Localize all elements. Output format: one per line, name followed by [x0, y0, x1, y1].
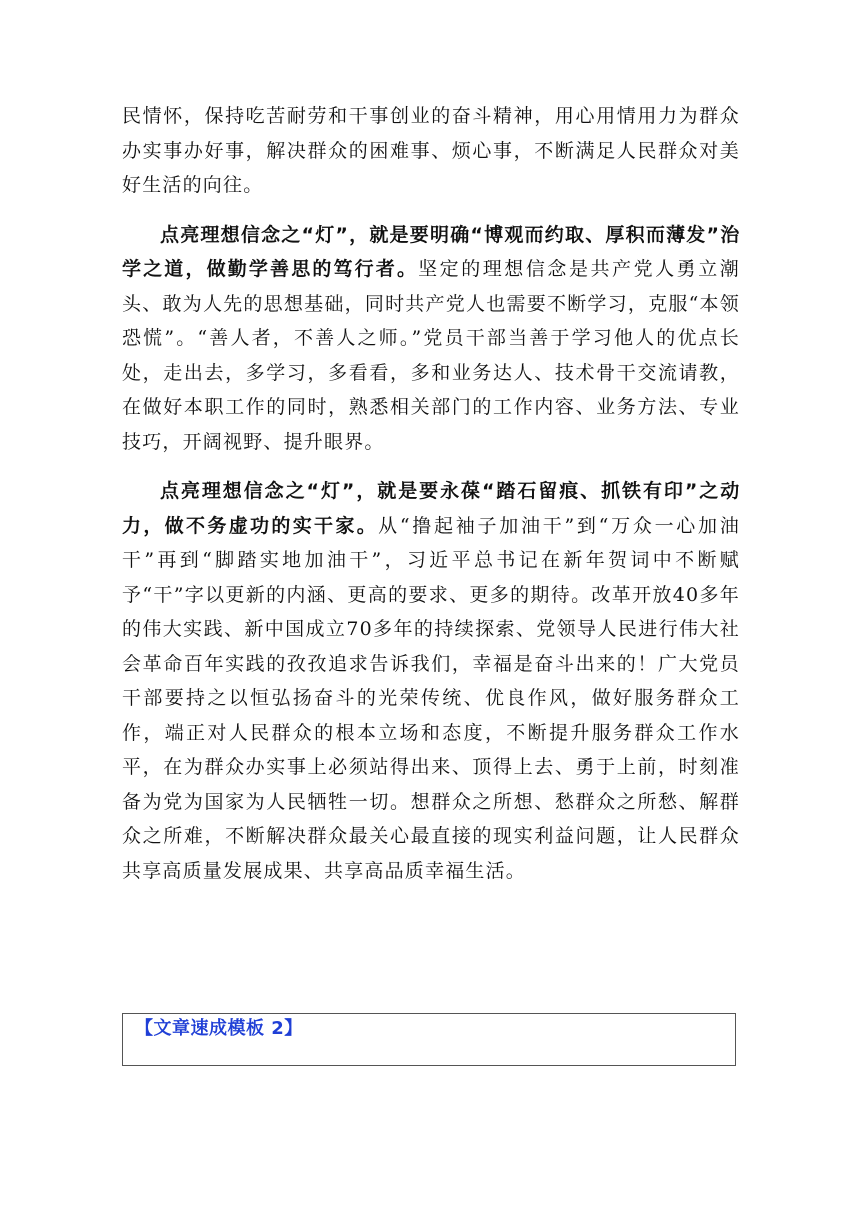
template-box	[122, 1013, 736, 1066]
paragraph-action	[122, 474, 740, 888]
paragraph-body: 民情怀，保持吃苦耐劳和干事创业的奋斗精神，用心用情用力为群众办实事办好事，解决群众的困难事、烦心事，不断满足人民群众对美好生活的向往。	[122, 105, 740, 196]
template-title: 【文章速成模板 2】	[135, 1018, 303, 1039]
paragraph-lead: 点亮理想信念之“灯”，就是要永葆“踏石留痕、抓铁有印”之动力，做不务虚功的实干家。	[122, 480, 740, 537]
paragraph-continuation	[122, 99, 740, 203]
paragraph-body: 坚定的理想信念是共产党人勇立潮头、敢为人先的思想基础，同时共产党人也需要不断学习，克服“本领恐慌”。“善人者，不善人之师。”党员干部当善于学习他人的优点长处，走出去，多学习，多看看，多和业务达人、技术骨干交流请教，在做好本职工作的同时，熟悉相关部门的工作内容、业务方法、专业技巧，开阔视野、提升眼界。	[122, 258, 740, 453]
document-body	[122, 99, 740, 888]
paragraph-body: 从“撸起袖子加油干”到“万众一心加油干”再到“脚踏实地加油干”，习近平总书记在新年贺词中不断赋予“干”字以更新的内涵、更高的要求、更多的期待。改革开放40多年的伟大实践、新中国成立70多年的持续探索、党领导人民进行伟大社会革命百年实践的孜孜追求告诉我们，幸福是奋斗出来的！广大党员干部要持之以恒弘扬奋斗的光荣传统、优良作风，做好服务群众工作，端正对人民群众的根本立场和态度，不断提升服务群众工作水平，在为群众办实事上必须站得出来、顶得上去、勇于上前，时刻准备为党为国家为人民牺牲一切。想群众之所想、愁群众之所愁、解群众之所难，不断解决群众最关心最直接的现实利益问题，让人民群众共享高质量发展成果、共享高品质幸福生活。	[122, 514, 740, 882]
paragraph-study	[122, 218, 740, 460]
paragraph-lead: 点亮理想信念之“灯”，就是要明确“博观而约取、厚积而薄发”治学之道，做勤学善思的笃行者。	[122, 223, 740, 280]
